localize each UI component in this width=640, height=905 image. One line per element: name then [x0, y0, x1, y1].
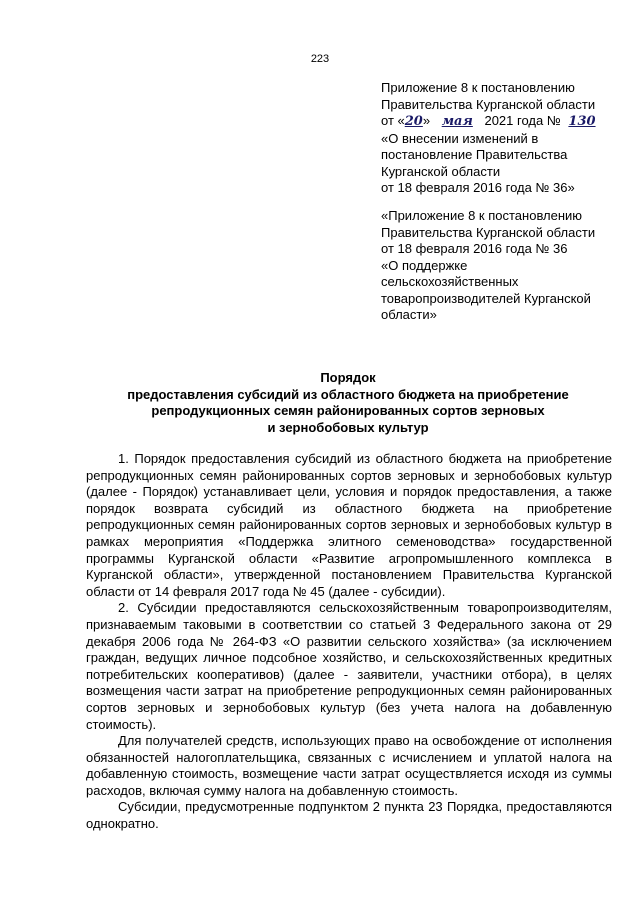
annex-line: постановление Правительства	[381, 147, 568, 162]
annex-year: 2021 года №	[484, 113, 561, 128]
document-body	[86, 451, 612, 833]
page-number: 223	[310, 53, 330, 65]
annex-line: Приложение 8 к постановлению	[381, 80, 575, 95]
paragraph-4: Субсидии, предусмотренные подпунктом 2 пункта 23 Порядка, предоставляются однократно.	[86, 799, 612, 832]
annex-line: товаропроизводителей Курганской	[381, 290, 591, 306]
annex-line: «О поддержке	[381, 257, 468, 273]
annex-ot: от «	[381, 113, 405, 128]
handwritten-day: 20	[404, 114, 423, 129]
annex-line: от 18 февраля 2016 года № 36	[381, 241, 568, 256]
annex-quote: »	[422, 113, 431, 128]
annex-block-current	[381, 80, 617, 197]
annex-line: Правительства Курганской области	[381, 224, 596, 240]
paragraph-2: 2. Субсидии предоставляются сельскохозяйственным товаропроизводителям, признаваемым таковыми в соответствии со статьей 3 Федерального закона от 29 декабря 2006 года № 264-ФЗ «О развитии сельского хозяйства» (за исключением граждан, ведущих личное подсобное хозяйство, и сельскохозяйственных кредитных потребительских кооперативов) (далее - заявители, участники отбора), в целях возмещения части затрат на приобретение репродукционных семян районированных сортов зерновых и зернобобовых культур (без учета налога на добавленную стоимость).	[86, 600, 612, 732]
annex-line: Правительства Курганской области	[381, 96, 596, 112]
annex-line: области»	[381, 307, 437, 322]
annex-line: Курганской области	[381, 163, 501, 179]
annex-line: «О внесении изменений в	[381, 130, 539, 146]
heading-line: репродукционных семян районированных сортов зерновых	[151, 403, 545, 418]
annex-block-original	[381, 208, 617, 324]
annex-line: сельскохозяйственных	[381, 274, 519, 289]
document-heading	[84, 370, 612, 436]
paragraph-1: 1. Порядок предоставления субсидий из областного бюджета на приобретение репродукционных семян районированных сортов зерновых и зернобобовых культур (далее - Порядок) устанавливает цели, условия и порядок предоставления, а также порядок возврата субсидий из областного бюджета на приобретение репродукционных семян районированных сортов зерновых и зернобобовых культур в рамках мероприятия «Поддержка элитного семеноводства» государственной программы Курганской области «Развитие агропромышленного комплекса в Курганской области», утвержденной постановлением Правительства Курганской области от 14 февраля 2017 года № 45 (далее - субсидии).	[86, 451, 612, 599]
handwritten-month: мая	[441, 114, 473, 129]
heading-line: предоставления субсидий из областного бюджета на приобретение	[127, 386, 569, 402]
paragraph-3: Для получателей средств, использующих право на освобождение от исполнения обязанностей налогоплательщика, связанных с исчислением и уплатой налога на добавленную стоимость, возмещение части затрат осуществляется исходя из суммы расходов, включая сумму налога на добавленную стоимость.	[86, 733, 612, 798]
annex-line: «Приложение 8 к постановлению	[381, 208, 583, 223]
handwritten-number: 130	[568, 114, 596, 129]
annex-date-line	[381, 113, 617, 131]
heading-title: Порядок	[320, 370, 376, 385]
heading-line: и зернобобовых культур	[267, 419, 429, 435]
annex-line: от 18 февраля 2016 года № 36»	[381, 180, 575, 195]
